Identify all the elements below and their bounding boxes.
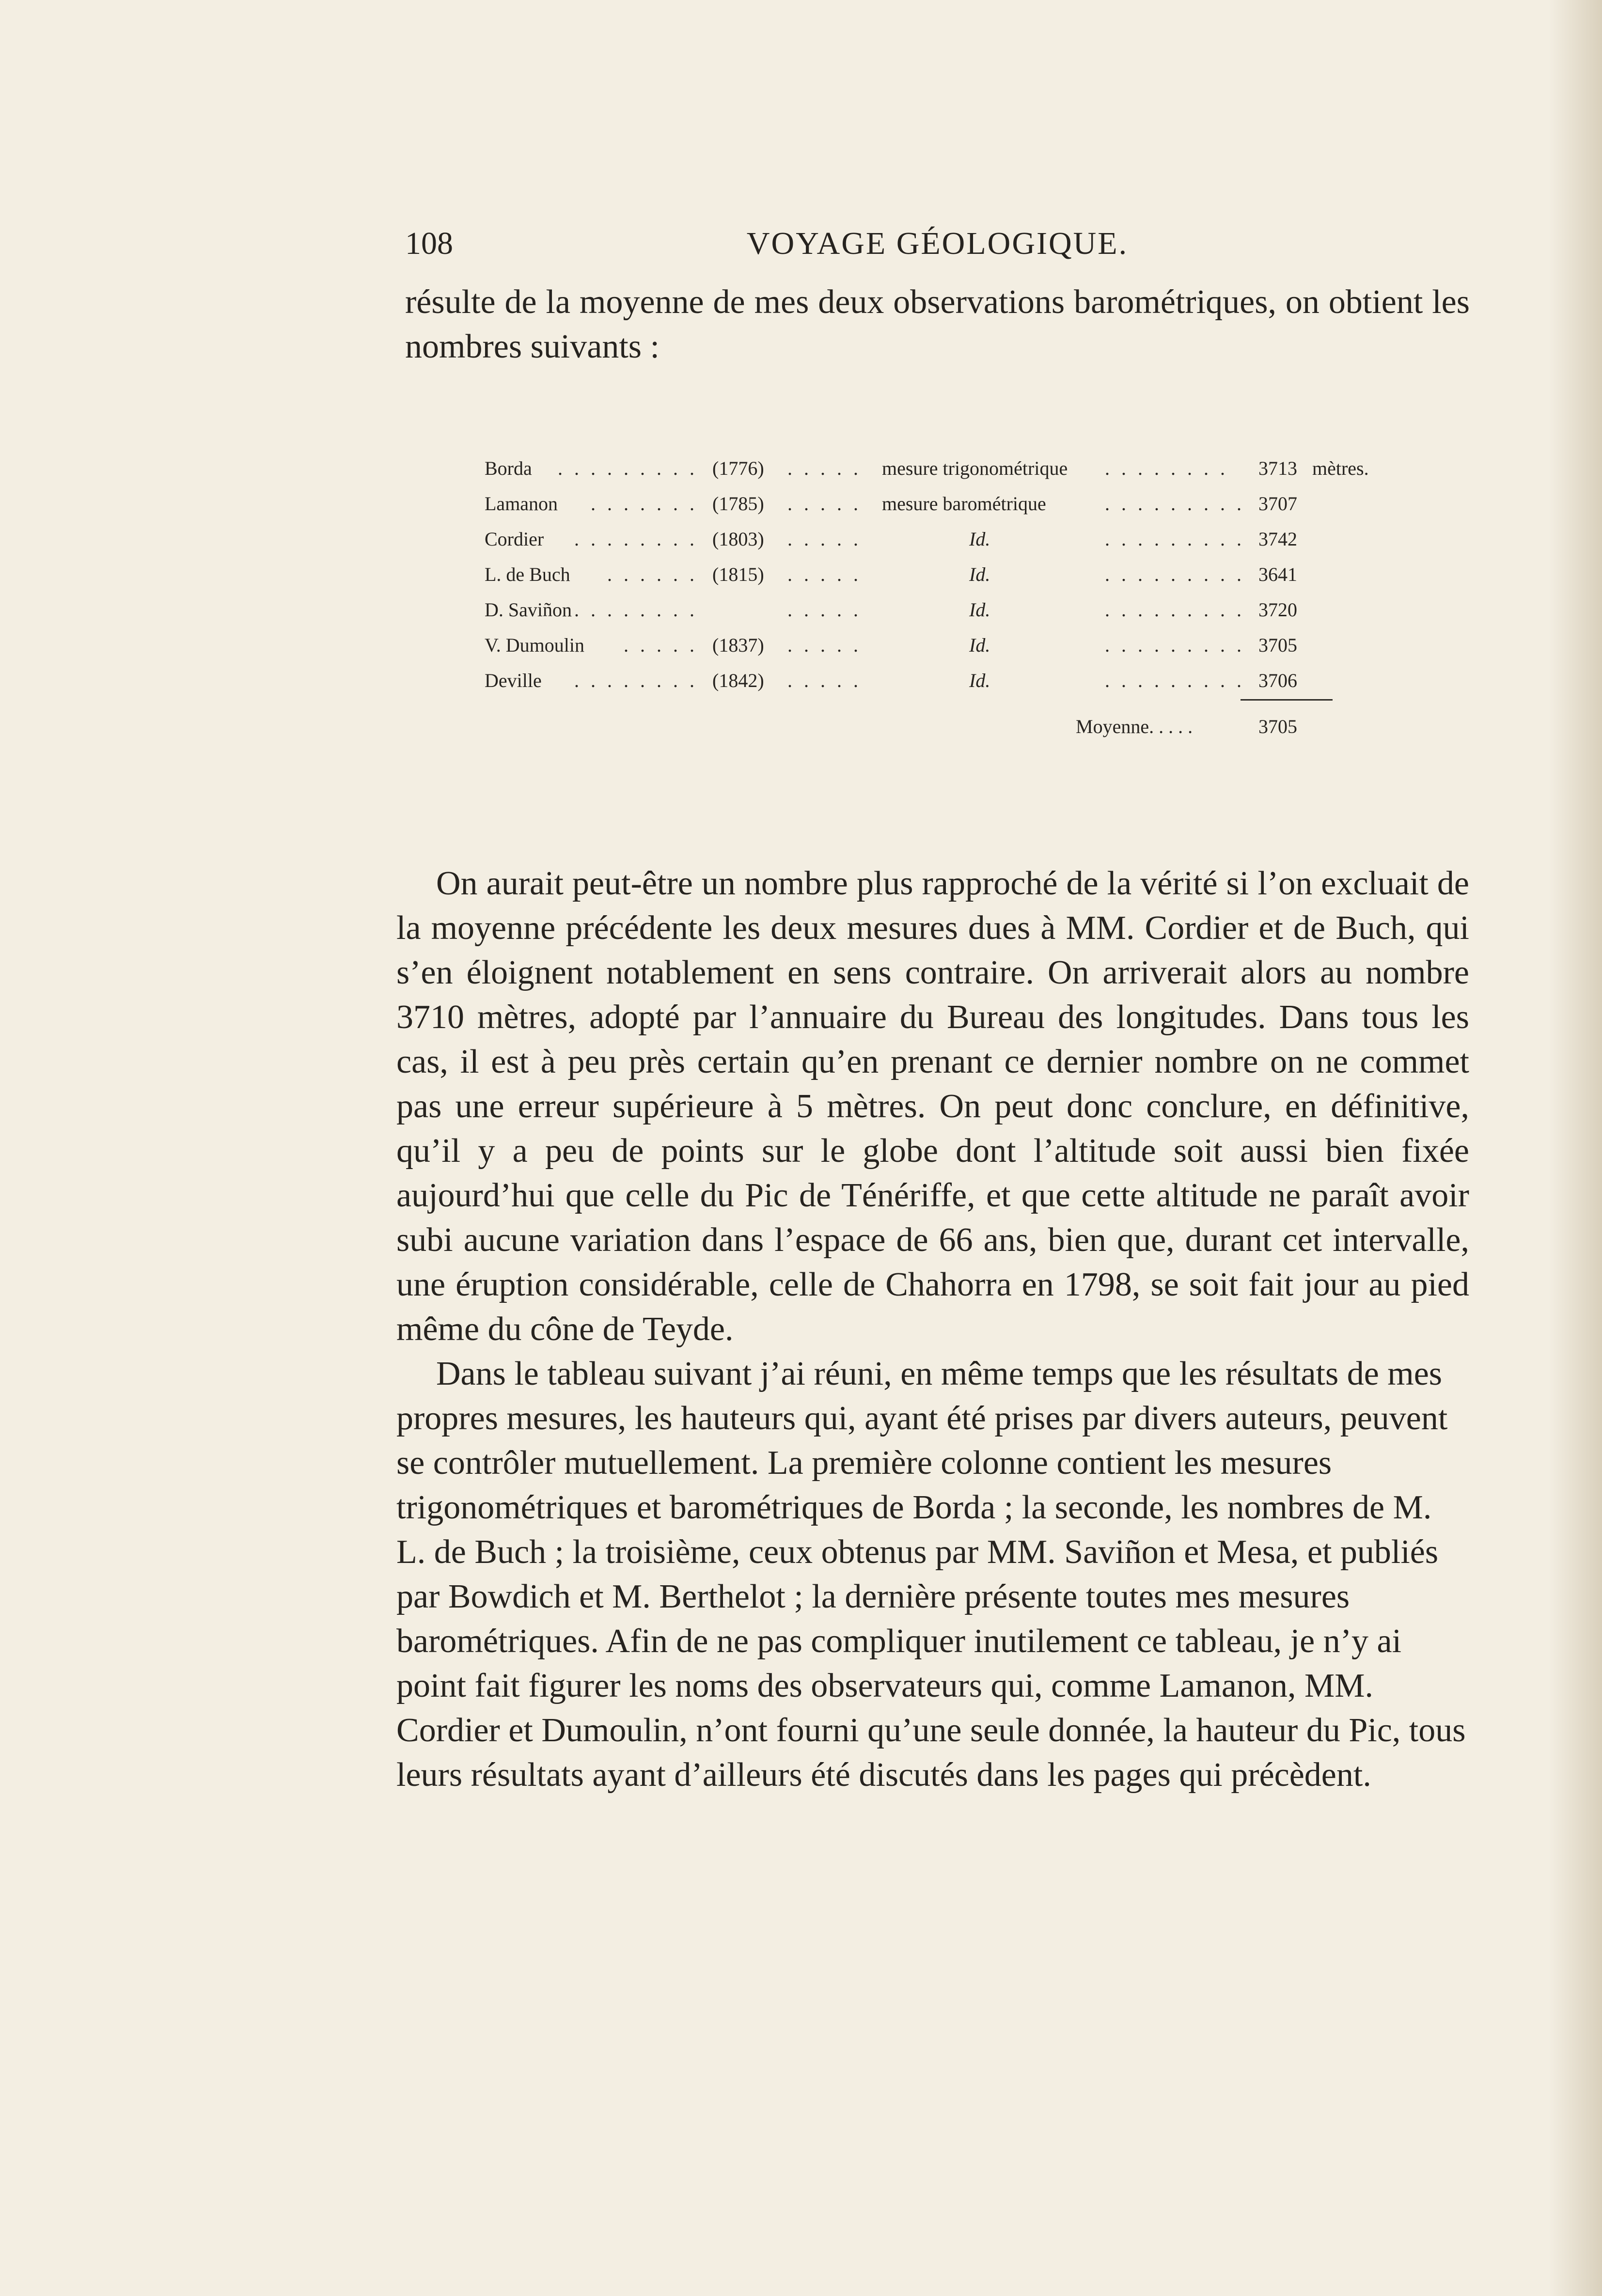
leader-dots: . . . . . (787, 457, 862, 479)
altitude-value: 3705 (1258, 634, 1297, 656)
leader-dots: . . . . . . . . . (1105, 670, 1245, 691)
measurement-row (485, 486, 1405, 521)
altitude-value: 3707 (1258, 493, 1297, 515)
leader-dots: . . . . . (787, 528, 862, 550)
leader-dots: . . . . . . . . (1105, 457, 1228, 479)
total-value: 3705 (1258, 716, 1297, 737)
total-label: Moyenne. . . . . (1076, 716, 1193, 737)
measurement-year: (1803) (712, 528, 764, 550)
measurements-rows (485, 451, 1405, 698)
paragraph-table-description: Dans le tableau suivant j’ai réuni, en même temps que les résultats de mes propres mesures, les hauteurs qui, ayant été prises par divers auteurs, peuvent se contrôler mutuellement. La première colonne contient les mesures trigonométriques et barométriques de Borda ; la seconde, les nombres de M. L. de Buch ; la troisième, ceux obtenus par MM. Saviñon et Mesa, et publiés par Bowdich et M. Berthelot ; la dernière présente toutes mes mesures barométriques. Afin de ne pas compliquer inutilement ce tableau, je n’y ai point fait figurer les noms des observateurs qui, comme Lamanon, MM. Cordier et Dumoulin, n’ont fourni qu’une seule donnée, la hauteur du Pic, tous leurs résultats ayant d’ailleurs été discutés dans les pages qui précèdent. (396, 1355, 1466, 1794)
altitude-value: 3720 (1258, 599, 1297, 621)
leader-dots: . . . . . . . . . (1105, 563, 1245, 585)
measurement-row (485, 451, 1405, 486)
page-header (405, 222, 1470, 266)
measurement-method: mesure trigonométrique (882, 457, 1068, 479)
altitude-value: 3706 (1258, 670, 1297, 691)
altitude-value: 3641 (1258, 563, 1297, 585)
leader-dots: . . . . . (787, 563, 862, 585)
leader-dots: . . . . . . . . . (558, 457, 698, 479)
measurement-method: Id. (969, 634, 990, 656)
measurement-year: (1842) (712, 670, 764, 691)
measurement-year: (1785) (712, 493, 764, 515)
leader-dots: . . . . . (787, 670, 862, 691)
leader-dots: . . . . . . . . . (1105, 493, 1245, 515)
measurement-method: Id. (969, 670, 990, 691)
intro-paragraph (405, 280, 1470, 369)
total-rule (1241, 699, 1333, 701)
leader-dots: . . . . . . . . (574, 599, 698, 621)
leader-dots: . . . . . . . . (574, 528, 698, 550)
leader-dots: . . . . . . (607, 563, 698, 585)
measurement-method: Id. (969, 563, 990, 585)
observer-name: D. Saviñon (485, 599, 572, 621)
observer-name: Lamanon (485, 493, 558, 515)
leader-dots: . . . . . . . . . (1105, 634, 1245, 656)
measurement-row (485, 557, 1405, 592)
running-title: VOYAGE GÉOLOGIQUE. (746, 226, 1129, 261)
altitude-value: 3742 (1258, 528, 1297, 550)
measurement-row (485, 521, 1405, 557)
measurement-row (485, 592, 1405, 627)
altitude-value: 3713 (1258, 457, 1297, 479)
leader-dots: . . . . . . . . (574, 670, 698, 691)
leader-dots: . . . . . (787, 493, 862, 515)
measurement-row (485, 627, 1405, 663)
leader-dots: . . . . . (624, 634, 698, 656)
leader-dots: . . . . . . . . . (1105, 528, 1245, 550)
leader-dots: . . . . . . . . . (1105, 599, 1245, 621)
observer-name: V. Dumoulin (485, 634, 584, 656)
measurement-method: Id. (969, 599, 990, 621)
measurement-row (485, 663, 1405, 698)
measurements-table (485, 451, 1405, 744)
body-text (396, 861, 1469, 1797)
altitude-unit: mètres. (1312, 457, 1369, 479)
observer-name: Deville (485, 670, 542, 691)
observer-name: L. de Buch (485, 563, 570, 585)
leader-dots: . . . . . (787, 599, 862, 621)
page-edge-shadow (1549, 0, 1602, 2296)
measurement-year: (1815) (712, 563, 764, 585)
total-row (485, 698, 1405, 744)
measurement-method: Id. (969, 528, 990, 550)
measurement-method: mesure barométrique (882, 493, 1046, 515)
leader-dots: . . . . . . . (591, 493, 698, 515)
observer-name: Borda (485, 457, 532, 479)
leader-dots: . . . . . (787, 634, 862, 656)
observer-name: Cordier (485, 528, 544, 550)
measurement-year: (1776) (712, 457, 764, 479)
paragraph-altitude-discussion: On aurait peut-être un nombre plus rapproché de la vérité si l’on excluait de la moyenne précédente les deux mesures dues à MM. Cordier et de Buch, qui s’en éloignent notablement en sens contraire. On arriverait alors au nombre 3710 mètres, adopté par l’annuaire du Bureau des longitudes. Dans tous les cas, il est à peu près certain qu’en prenant ce dernier nombre on ne commet pas une erreur supérieure à 5 mètres. On peut donc conclure, en définitive, qu’il y a peu de points sur le globe dont l’altitude soit aussi bien fixée aujourd’hui que celle du Pic de Ténériffe, et que cette altitude ne paraît avoir subi aucune variation dans l’espace de 66 ans, bien que, durant cet intervalle, une éruption considérable, celle de Chahorra en 1798, se soit fait jour au pied même du cône de Teyde. (396, 865, 1469, 1348)
page-number: 108 (405, 226, 453, 261)
measurement-year: (1837) (712, 634, 764, 656)
intro-text: résulte de la moyenne de mes deux observations barométriques, on obtient les nombres suivants : (405, 283, 1470, 365)
